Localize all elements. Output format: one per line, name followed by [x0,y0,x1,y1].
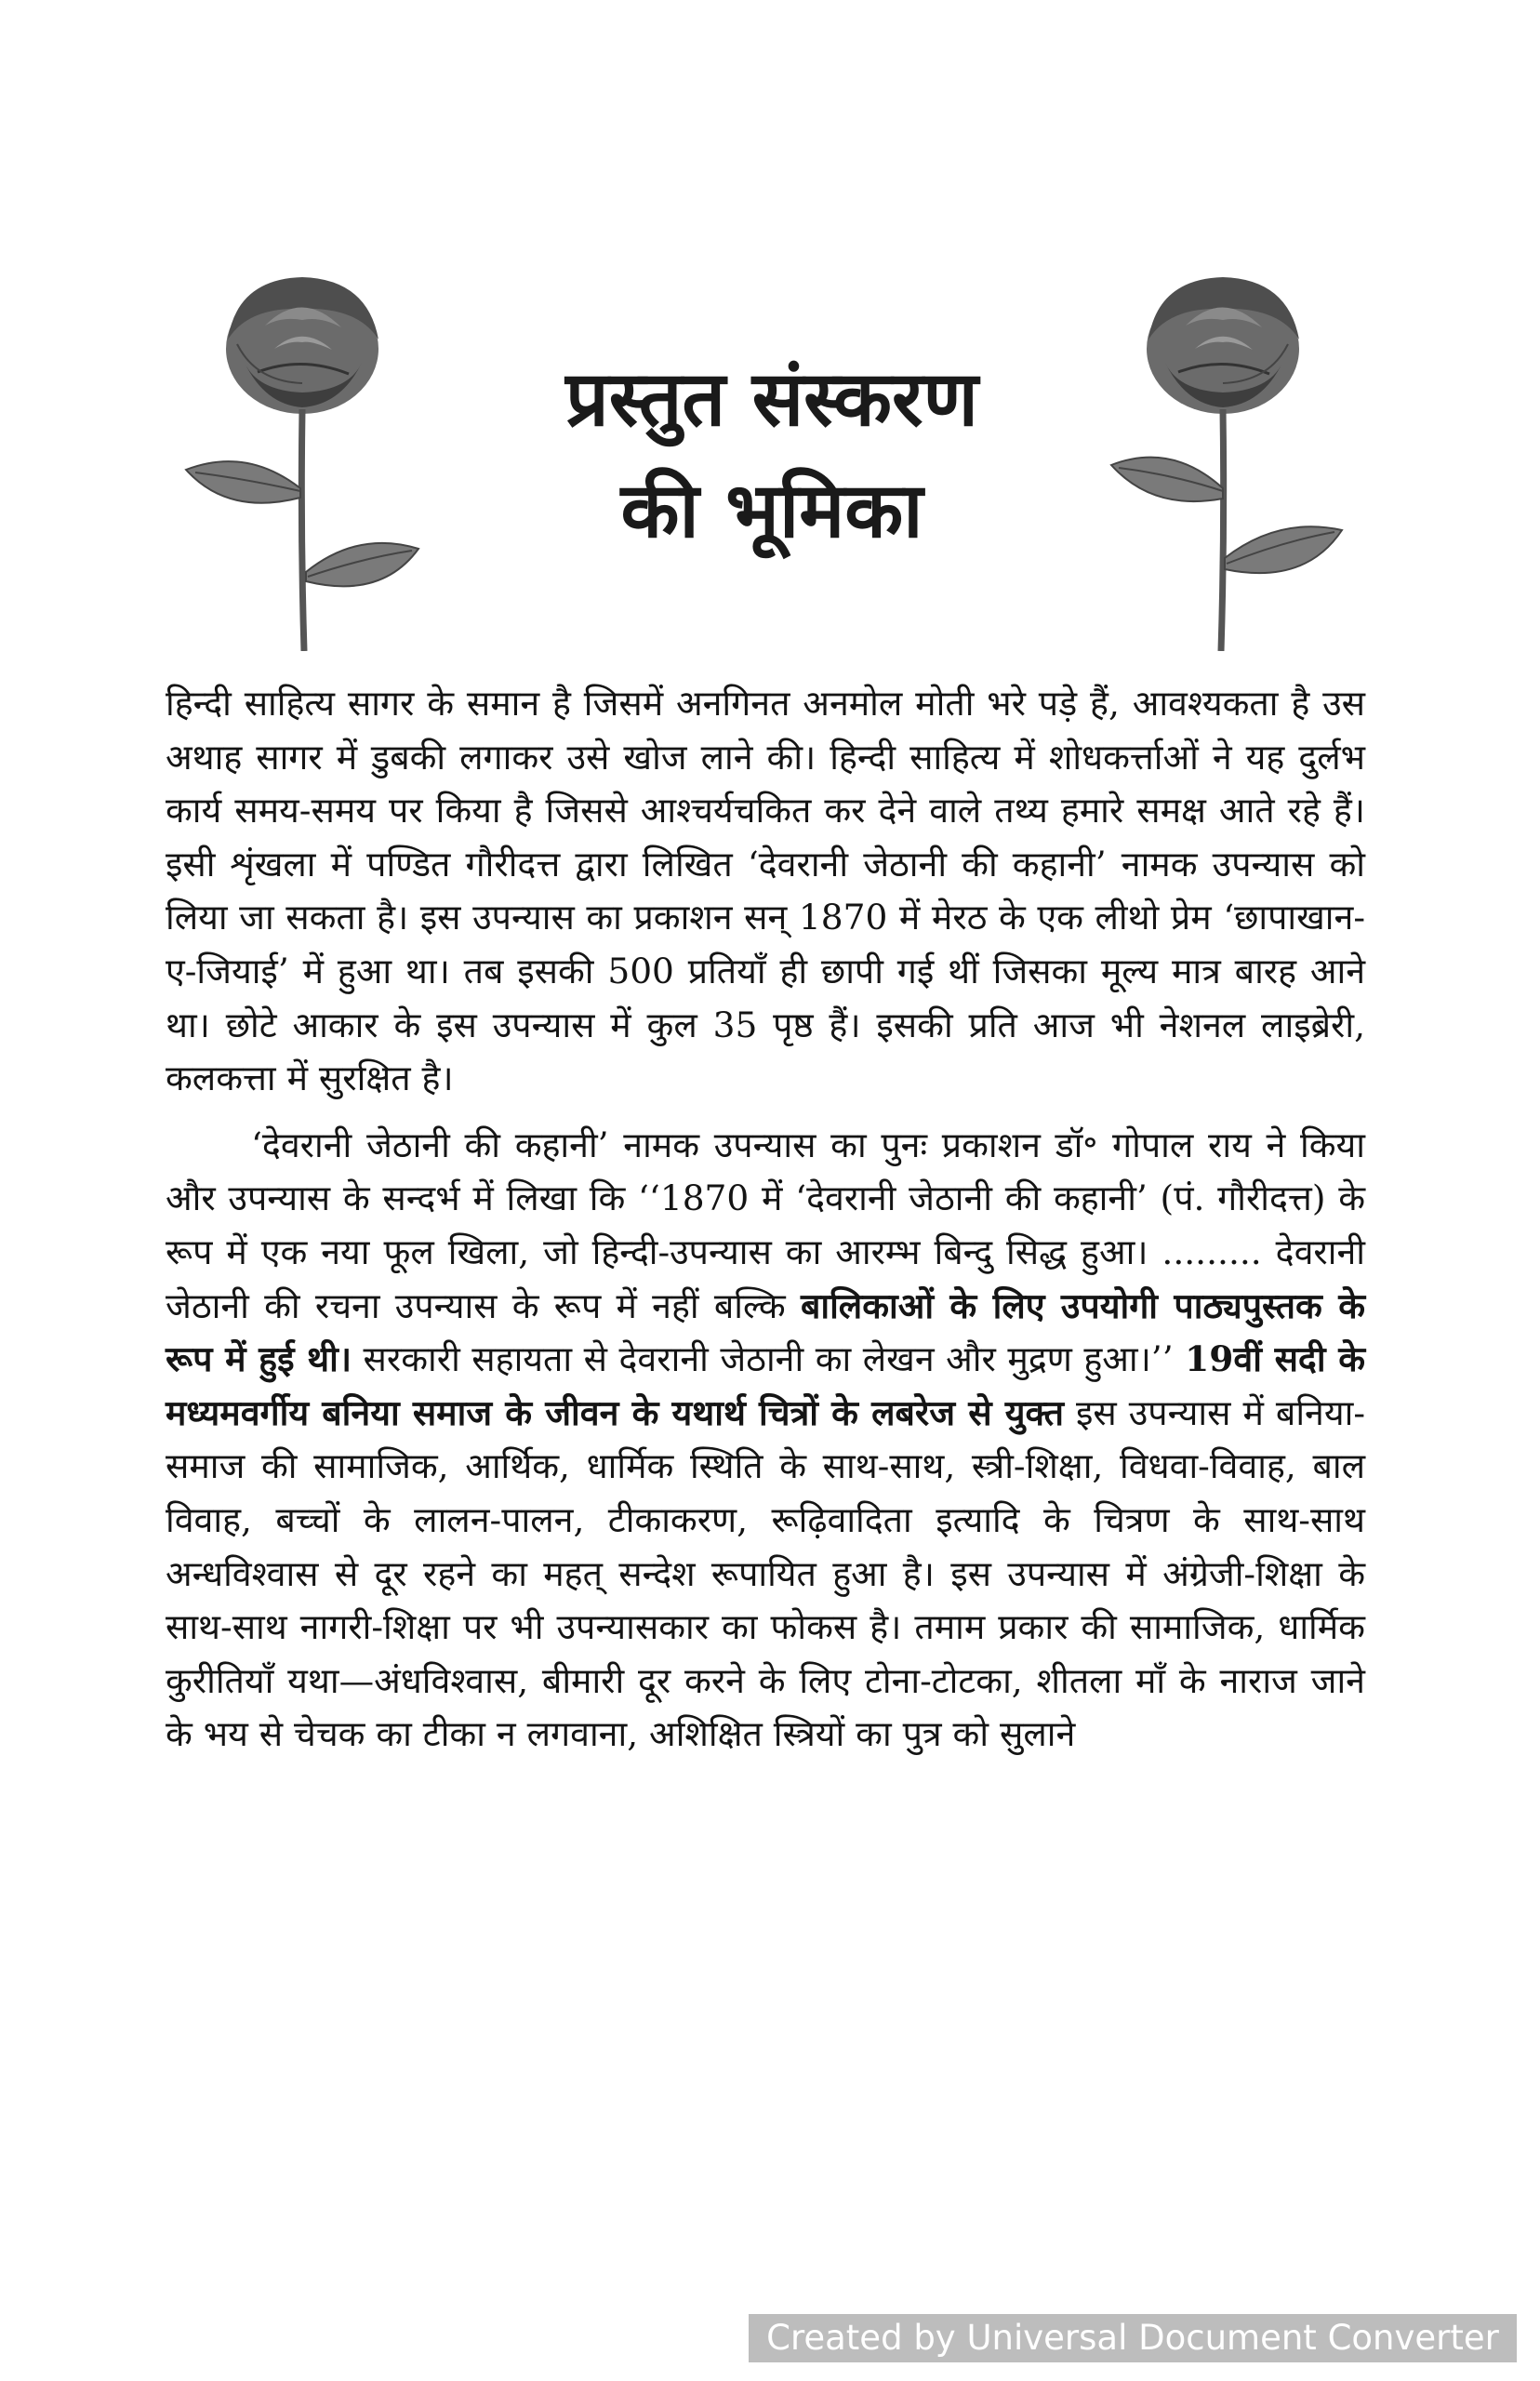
rose-leaf [306,543,418,586]
paragraph-2-text: सरकारी सहायता से देवरानी जेठानी का लेखन और मुद्रण हुआ।’’ [352,1338,1186,1380]
paragraph-2-text: ‘देवरानी जेठानी की कहानी’ नामक उपन्यास का पुनः प्रकाशन डॉ॰ गोपाल राय ने किया और उपन्यास के सन्दर्भ में लिखा कि ‘‘1870 में ‘देवरानी जेठानी की कहानी’ (पं. गौरीदत्त) के रूप में एक नया फूल खिला, जो हिन्दी-उपन्यास का आरम्भ बिन्दु सिद्ध हुआ। ......... देवरानी जेठानी की रचना उपन्यास के रूप में नहीं बल्कि [166,1124,1365,1326]
bold-phrase: 19वीं सदी के मध्यमवर्गीय बनिया समाज के जीवन के यथार्थ चित्रों के लबरेज से युक्त [166,1338,1365,1433]
rose-leaf [186,461,300,503]
rose-left-image [172,251,432,651]
rose-flower [226,277,378,414]
body-text [166,677,1365,1762]
rose-flower [1147,277,1299,414]
rose-stem [1221,409,1224,651]
title-line-1: प्रस्तुत संस्करण [565,355,978,444]
rose-stem [301,409,304,651]
paragraph-2-text: इस उपन्यास में बनिया-समाज की सामाजिक, आर्थिक, धार्मिक स्थिति के साथ-साथ, स्त्री-शिक्षा, विधवा-विवाह, बाल विवाह, बच्चों के लालन-पालन, टीकाकरण, रूढ़िवादिता इत्यादि के चित्रण के साथ-साथ अन्धविश्वास से दूर रहने का महत् सन्देश रूपायित हुआ है। इस उपन्यास में अंग्रेजी-शिक्षा के साथ-साथ नागरी-शिक्षा पर भी उपन्यासकार का फोकस है। तमाम प्रकार की सामाजिक, धार्मिक कुरीतियाँ यथा—अंधविश्वास, बीमारी दूर करने के लिए टोना-टोटका, शीतला माँ के नाराज जाने के भय से चेचक का टीका न लगवाना, अशिक्षित स्त्रियों का पुत्र को सुलाने [166,1391,1365,1755]
rose-leaf [1111,458,1223,501]
paragraph-2 [166,1119,1365,1762]
paragraph-1: हिन्दी साहित्य सागर के समान है जिसमें अनगिनत अनमोल मोती भरे पड़े हैं, आवश्यकता है उस अथाह सागर में डुबकी लगाकर उसे खोज लाने की। हिन्दी साहित्य में शोधकर्त्ताओं ने यह दुर्लभ कार्य समय-समय पर किया है जिससे आश्चर्यचकित कर देने वाले तथ्य हमारे समक्ष आते रहे हैं। इसी शृंखला में पण्डित गौरीदत्त द्वारा लिखित ‘देवरानी जेठानी की कहानी’ नामक उपन्यास को लिया जा सकता है। इस उपन्यास का प्रकाशन सन् 1870 में मेरठ के एक लीथो प्रेम ‘छापाखान-ए-जियाई’ में हुआ था। तब इसकी 500 प्रतियाँ ही छापी गई थीं जिसका मूल्य मात्र बारह आने था। छोटे आकार के इस उपन्यास में कुल 35 पृष्ठ हैं। इसकी प्रति आज भी नेशनल लाइब्रेरी, कलकत्ता में सुरक्षित है। [166,683,1365,1099]
watermark-banner: Created by Universal Document Converter [749,2314,1517,2362]
bold-phrase: बालिकाओं के लिए उपयोगी पाठ्यपुस्तक के रूप में हुई थी। [166,1284,1366,1380]
rose-right-image [1093,251,1353,651]
page-title [446,344,1097,567]
title-line-2: की भूमिका [620,467,923,555]
